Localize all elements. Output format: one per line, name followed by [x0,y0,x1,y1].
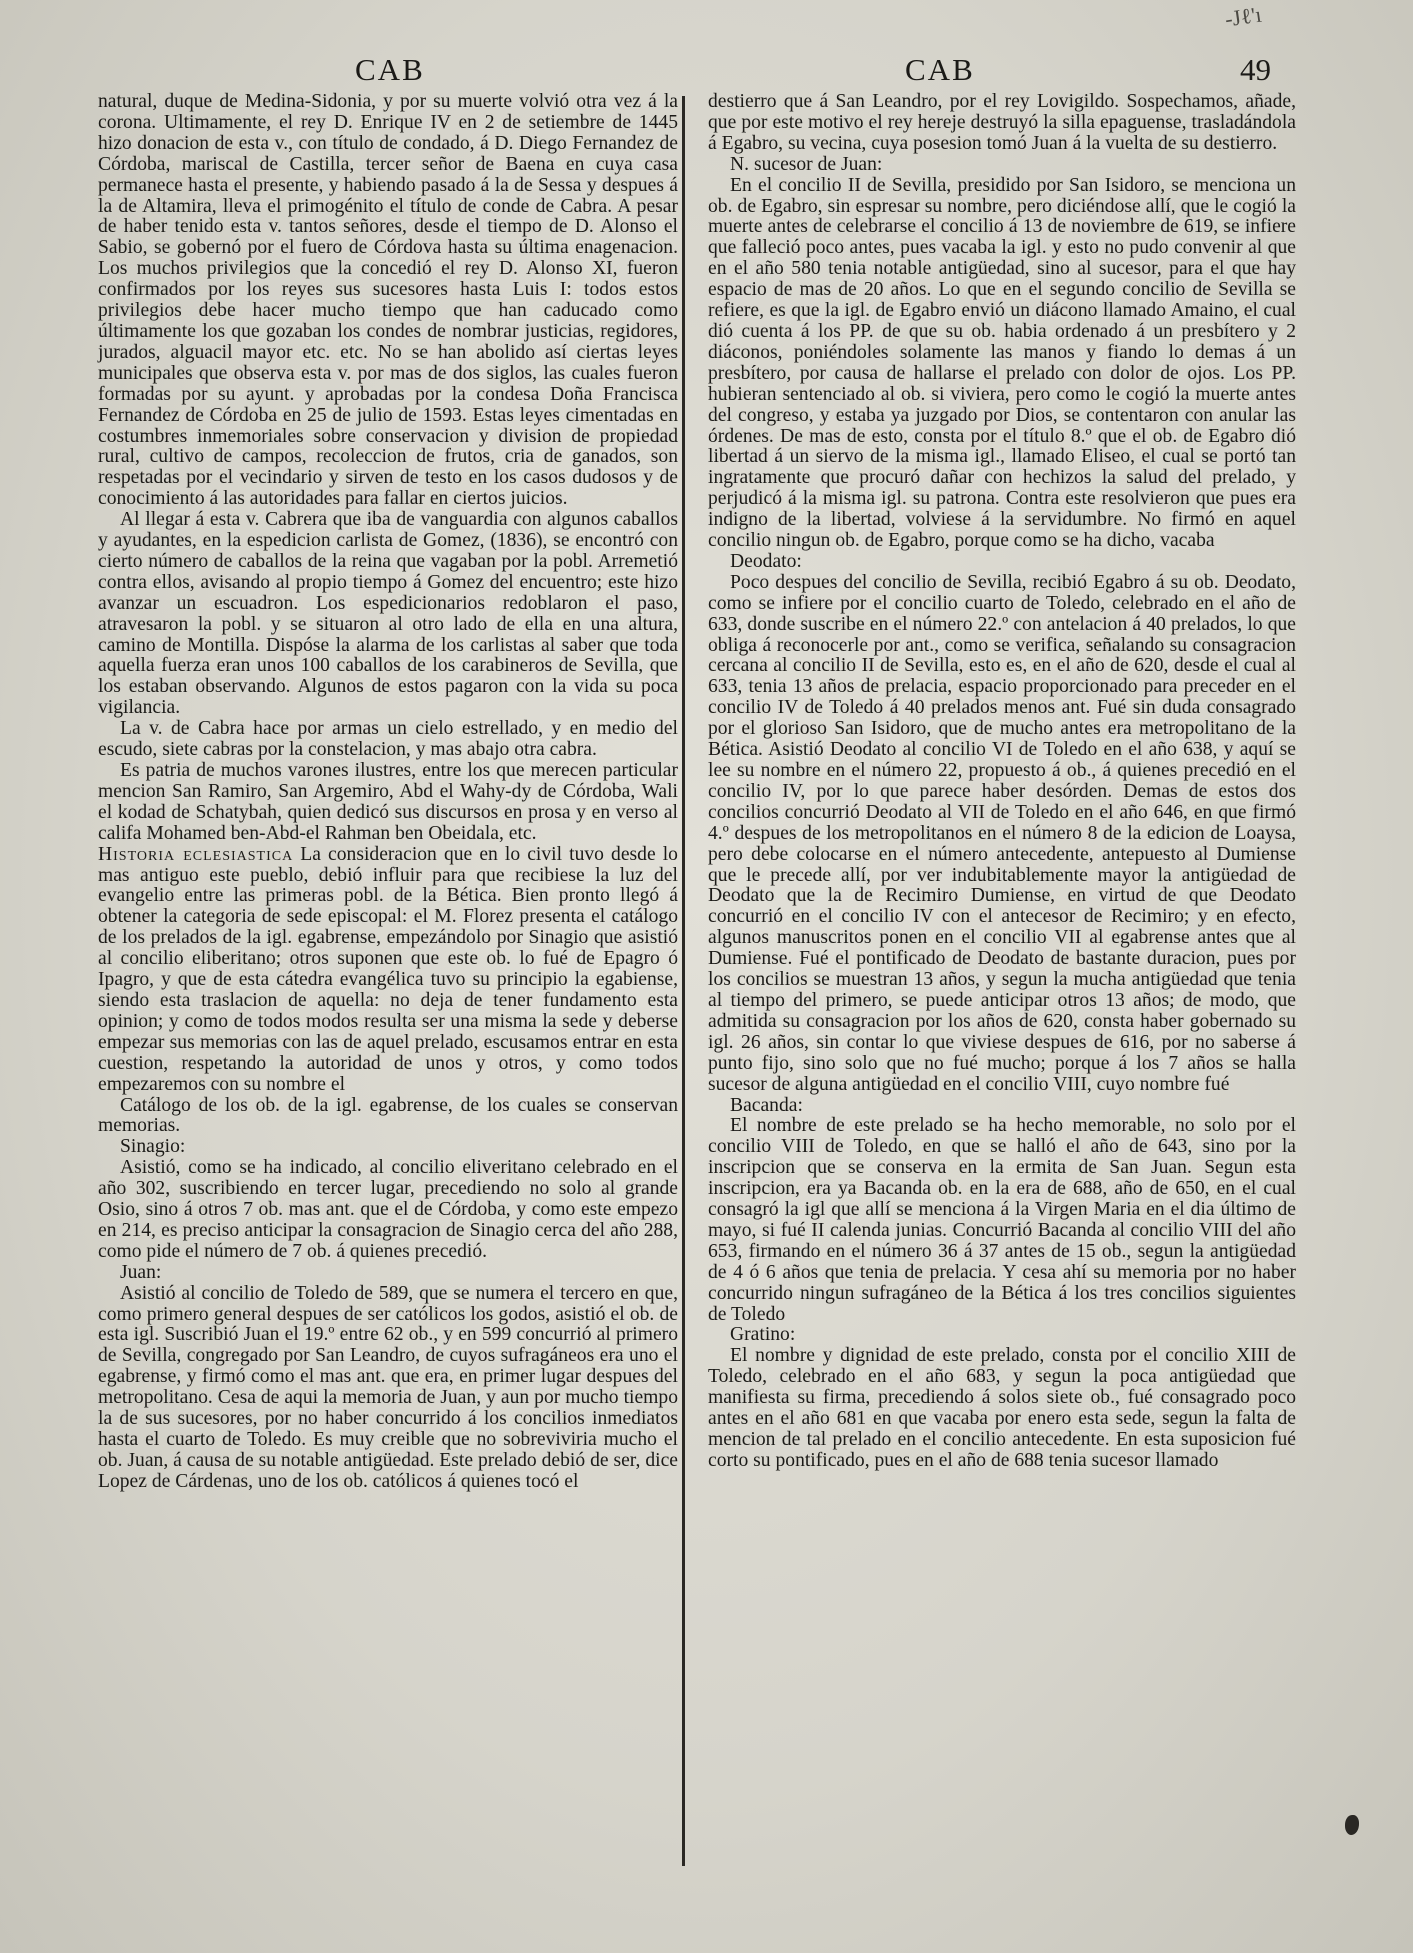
bishop-entry: El nombre y dignidad de este prelado, consta por el concilio XIII de Toledo, celebrado en el año 683, y segun la poca antigüedad que manifiesta su firma, precediendo á solos siete ob., fué consagrado poco antes en el año 681 en que vacaba por enero esta sede, segun la falta de mencion de tal prelado en el concilio antecedente. En esta suposicion fué corto su pontificado, pues en el año de 688 tenia sucesor llamado [708,1345,1296,1471]
bishop-entry: Asistió al concilio de Toledo de 589, que se numera el tercero en que, como primero general despues de ser católicos los godos, asistió el ob. de esta igl. Suscribió Juan el 19.º entre 62 ob., y en 599 concurrió al primero de Sevilla, congregado por San Leandro, de cuyos sufragáneos era uno el egabrense, y firmó como el mas ant. que era, en primer lugar despues del metropolitano. Cesa de aqui la memoria de Juan, y aun por mucho tiempo la de sus sucesores, por no haber concurrido á los concilios inmediatos hasta el cuarto de Toledo. Es muy creible que no sobreviviria mucho el ob. Juan, á causa de su notable antigüedad. Este prelado debió de ser, dice Lopez de Cárdenas, uno de los ob. católicos á quienes tocó el [98,1282,678,1492]
section-heading: Historia eclesiastica [98,843,294,865]
bishop-entry: El nombre de este prelado se ha hecho memorable, no solo por el concilio VIII de Toledo, en que se halló el año de 643, sino por la inscripcion que se conserva en la ermita de San Juan. Segun esta inscripcion, era ya Bacanda ob. en la era de 688, año de 650, en el cual consagró la igl que allí se menciona á la Virgen Maria en el dia último de mayo, si fué II calenda junias. Concurrió Bacanda al concilio VIII del año 653, firmando en el número 36 á 37 antes de 15 ob., segun la antigüedad de 4 ó 6 años que tenia de prelacia. Y cesa ahí su memoria por no haber concurrido ningun sufragáneo de la Bética á los tres concilios siguientes de Toledo [708,1115,1296,1325]
corner-handwritten-mark: -Jℓ'ı [1223,1,1264,32]
historia-text: La consideracion que en lo civil tuvo desde lo mas antiguo este pueblo, debió influir para que recibiese la luz del evangelio entre las primeras pobl. de la Bética. Bien pronto llegó á obtener la categoria de sede episcopal: el M. Florez presenta el catálogo de los prelados de la igl. egabrense, empezándolo por Sinagio que asistió al concilio eliberitano; otros suponen que este ob. lo fué de Epagro ó Ipagro, y que de esta cátedra evangélica tuvo su principio la egabiense, siendo esta traslacion de aquella: no deja de tener fundamento esta opinion; y como de todos modos resulta ser una misma la sede y deberse empezar sus memorias con las de aquel prelado, escusamos entrar en esta cuestion, respetando la autoridad de unos y otros, y como todos empezaremos con su nombre el [98,843,678,1095]
bishop-entry: En el concilio II de Sevilla, presidido por San Isidoro, se menciona un ob. de Egabro, sin espresar su nombre, pero diciéndose allí, que le cogió la muerte antes de celebrarse el concilio á 13 de noviembre de 619, se infiere que falleció poco antes, pues vacaba la igl. y esto no pudo convenir al que en el año 580 tenia notable antigüedad, sino al sucesor, para el que hay espacio de mas de 20 años. Lo que en el segundo concilio de Sevilla se refiere, es que la igl. de Egabro envió un diácono llamado Amaino, el cual dió cuenta á los PP. de que su ob. habia ordenado á un presbítero y 2 diáconos, poniéndoles solamente las manos y fiando lo demas á un presbítero, por causa de hallarse el prelado con dolor de ojos. Los PP. hubieran sentenciado al ob. si viviera, pero como le cogió la muerte antes del congreso, y estaba ya juzgado por Dios, se contentaron con anular las órdenes. De mas de esto, consta por el título 8.º que el ob. de Egabro dió libertad á un siervo de la misma igl., llamado Eliseo, el cual se portó tan ingratamente que procuró dañar con hechizos la salud del prelado, y perjudicó á la misma igl. su patrona. Contra este resolvieron que pues era indigno de la libertad, volviese á la servidumbre. No firmó en aquel concilio ningun ob. de Egabro, porque como se ha dicho, vacaba [708,174,1296,552]
running-head-right: CAB [905,52,975,87]
right-column [708,92,1296,1472]
bishop-name: Bacanda: [730,1094,803,1116]
bishop-entry: Asistió, como se ha indicado, al concilio eliveritano celebrado en el año 302, suscribiendo en tercer lugar, precediendo no solo al grande Osio, sino á otros 7 ob. mas ant. que el de Córdoba, y como este empezo en 214, es preciso anticipar la consagracion de Sinagio cerca del año 288, como pide el número de 7 ob. á quienes precedió. [98,1157,678,1262]
ink-blot [1345,1815,1359,1835]
bishop-entry: Poco despues del concilio de Sevilla, recibió Egabro á su ob. Deodato, como se infiere por el concilio cuarto de Toledo, celebrado en el año de 633, donde suscribe en el número 22.º con antelacion á 40 prelados, lo que obliga á reconocerle por ant., como se verifica, señalando su consagracion cercana al concilio II de Sevilla, esto es, en el año de 620, desde el cual al 633, tenia 13 años de prelacia, espacio proporcionado para preceder en el concilio IV de Toledo á 40 prelados menos ant. Fué sin duda consagrado por el glorioso San Isidoro, que de mucho antes era metropolitano de la Bética. Asistió Deodato al concilio VI de Toledo en el año 638, y aquí se lee su nombre en el número 22, propuesto á ob., á quienes precedió en el concilio IV, por lo que parece haber desórden. Demas de estos dos concilios concurrió Deodato al VII de Toledo en el año 646, en que firmó 4.º despues de los metropolitanos en el número 8 de la edicion de Loaysa, pero debe colocarse en el número antecedente, antepuesto al Dumiense que le precede allí, por ver indubitablemente mayor la antigüedad de Deodato que la de Recimiro Dumiense, en virtud de que Deodato concurrió en el concilio IV con el antecesor de Recimiro; y en efecto, algunos manuscritos ponen en el concilio VII al egabrense antes que al Dumiense. Fué el pontificado de Deodato de bastante duracion, pues por los concilios se muestran 13 años, y segun la mucha antigüedad que tenia al tiempo del primero, se puede anticipar otros 13 años; de modo, que admitida su consagracion por los años de 620, consta haber gobernado su igl. 26 años, sin contar lo que viviese despues de 616, por no saberse á punto fijo, sino solo que no fué mucho; porque á los 7 años se halla sucesor de alguna antigüedad en el concilio VIII, cuyo nombre fué [708,571,1296,1095]
bishop-name: Juan: [120,1261,162,1283]
paragraph: La v. de Cabra hace por armas un cielo estrellado, y en medio del escudo, siete cabras por la constelacion, y mas abajo otra cabra. [98,718,678,761]
running-head-left: CAB [355,52,425,87]
bishop-name: Gratino: [730,1324,796,1346]
paragraph: destierro que á San Leandro, por el rey Lovigildo. Sospechamos, añade, que por este motivo el rey hereje destruyó la silla epaguense, trasladándola á Egabro, su vecina, cuya posesion tomó Juan á la vuelta de su destierro. [708,91,1296,154]
catalogo-heading: Catálogo de los ob. de la igl. egabrense, de los cuales se conservan memorias. [98,1094,678,1137]
paragraph: Es patria de muchos varones ilustres, entre los que merecen particular mencion San Ramiro, San Argemiro, Abd el Wahy-dy de Córdoba, Wali el kodad de Schatybah, quien dedicó sus discursos en prosa y en verso al califa Mohamed ben-Abd-el Rahman ben Obeidala, etc. [98,760,678,844]
paragraph: natural, duque de Medina-Sidonia, y por su muerte volvió otra vez á la corona. Ultimamente, el rey D. Enrique IV en 2 de setiembre de 1445 hizo donacion de esta v., con título de condado, á D. Diego Fernandez de Córdoba, mariscal de Castilla, tercer señor de Baena en cuya casa permanece hasta el presente, y habiendo pasado á la de Sessa y despues á la de Altamira, lleva el primogénito el título de conde de Cabra. A pesar de haber tenido esta v. tantos señores, desde el tiempo de D. Alonso el Sabio, se gobernó por el fuero de Córdova hasta su última enagenacion. Los muchos privilegios que la concedió el rey D. Alonso XI, fueron confirmados por los reyes sus sucesores hasta Luis I: todos estos privilegios debe hacer mucho tiempo que han caducado como últimamente los que gozaban los condes de nombrar justicias, regidores, jurados, alguacil mayor etc. etc. No se han abolido así ciertas leyes municipales que observa esta v. por mas de dos siglos, las cuales fueron formadas por su ayunt. y aprobadas por la condesa Doña Francisca Fernandez de Córdoba en 25 de julio de 1593. Estas leyes cimentadas en costumbres inmemoriales sobre conservacion y division de propiedad rural, cultivo de campos, recoleccion de frutos, cria de ganados, son respetadas por el vecindario y sirven de testo en los casos dudosos y de conocimiento á las autoridades para fallar en ciertos juicios. [98,91,678,510]
page-number: 49 [1240,52,1271,87]
bishop-name: Deodato: [730,550,802,572]
left-column [98,92,678,1493]
bishop-name: Sinagio: [120,1136,186,1158]
column-divider [682,96,685,1866]
paragraph: Al llegar á esta v. Cabrera que iba de vanguardia con algunos caballos y ayudantes, en la espedicion carlista de Gomez, (1836), se encontró con cierto número de caballos de la reina que vagaban por la pobl. Arremetió contra ellos, avisando al propio tiempo á Gomez del encuentro; este hizo avanzar un escuadron. Los espedicionarios redoblaron el paso, atravesaron la pobl. y se situaron al otro lado de ella en una altura, camino de Montilla. Dispóse la alarma de los carlistas al saber que toda aquella fuerza eran unos 100 caballos de los carabineros de Sevilla, que los estaban observando. Algunos de estos pagaron con la vida su poca vigilancia. [98,509,678,719]
bishop-name: N. sucesor de Juan: [730,153,883,175]
paragraph-historia [98,845,678,1096]
